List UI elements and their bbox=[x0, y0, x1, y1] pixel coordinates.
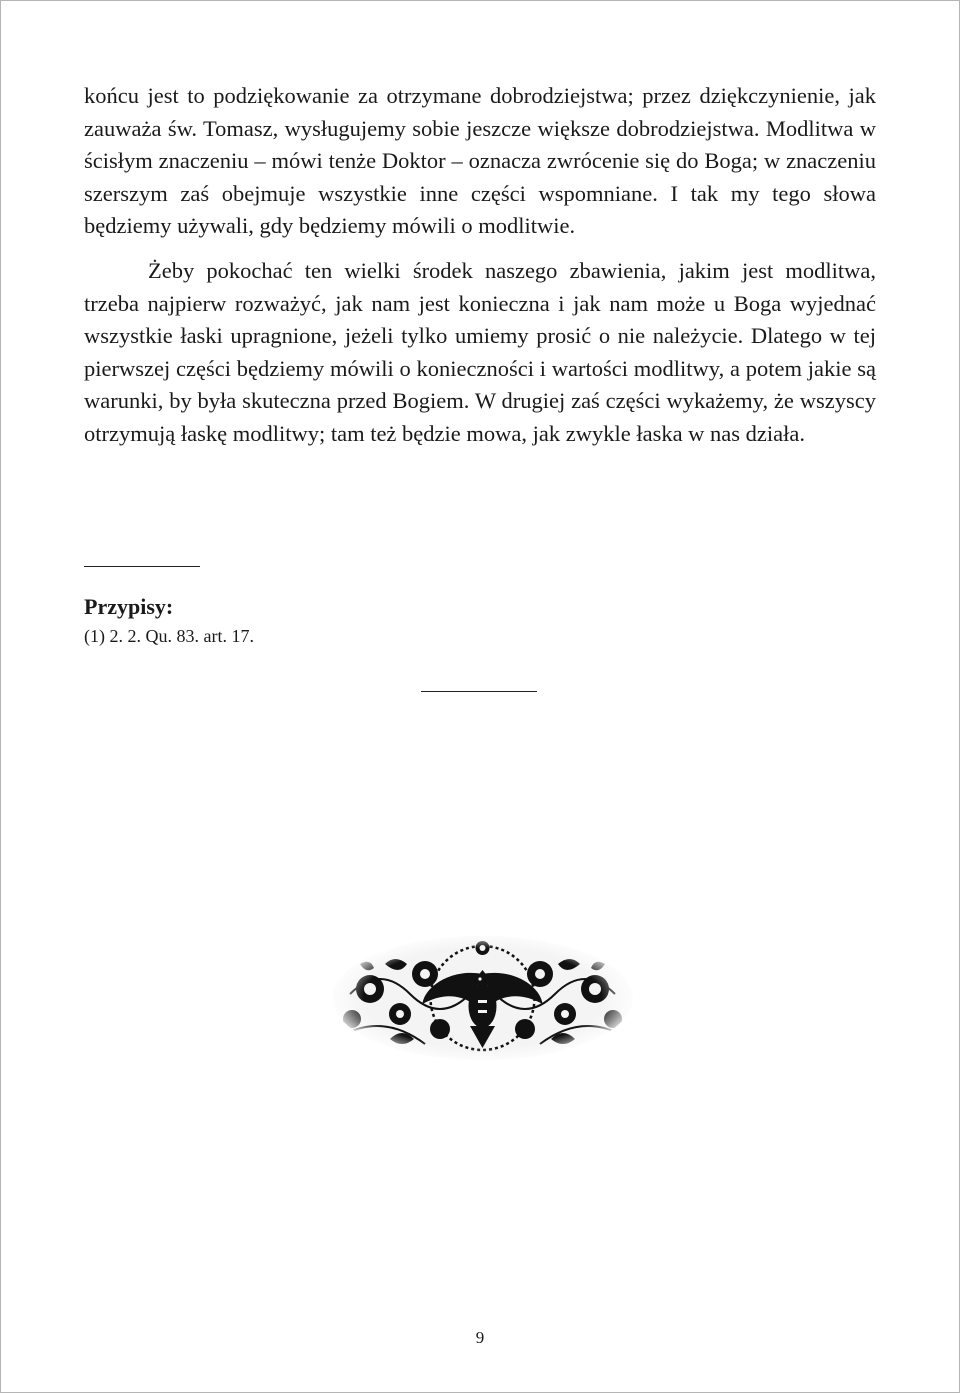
main-text bbox=[84, 80, 876, 451]
ornamental-eagle-vignette-icon bbox=[330, 934, 635, 1062]
paragraph: Żeby pokochać ten wielki środek naszego zbawienia, jakim jest modlitwa, trzeba najpierw rozważyć, jak nam jest konieczna i jak nam może u Boga wyjednać wszystkie łaski upragnione, jeżeli tylko umiemy prosić o nie należycie. Dlatego w tej pierwszej części będziemy mówili o konieczności i wartości modlitwy, a potem jakie są warunki, by była skuteczna przed Bogiem. W drugiej zaś części wykażemy, że wszyscy otrzymują łaskę modlitwy; tam też będzie mowa, jak zwykle łaska w nas działa. bbox=[84, 257, 876, 446]
footnotes-title: Przypisy: bbox=[84, 594, 174, 619]
footnote-item: (1) 2. 2. Qu. 83. art. 17. bbox=[84, 626, 254, 646]
section-end-rule bbox=[421, 691, 537, 692]
paragraph-continued: końcu jest to podziękowanie za otrzymane dobrodziejstwa; przez dziękczynienie, jak zauważa św. Tomasz, wysługujemy sobie jeszcze większe dobrodziejstwa. Modlitwa w ścisłym znaczeniu – mówi tenże Doktor – oznacza zwrócenie się do Boga; w znaczeniu szerszym zaś obejmuje wszystkie inne części wspomniane. I tak my tego słowa będziemy używali, gdy będziemy mówili o modlitwie. bbox=[84, 83, 876, 239]
page-number: 9 bbox=[475, 1328, 485, 1347]
footnote-separator bbox=[84, 566, 200, 567]
